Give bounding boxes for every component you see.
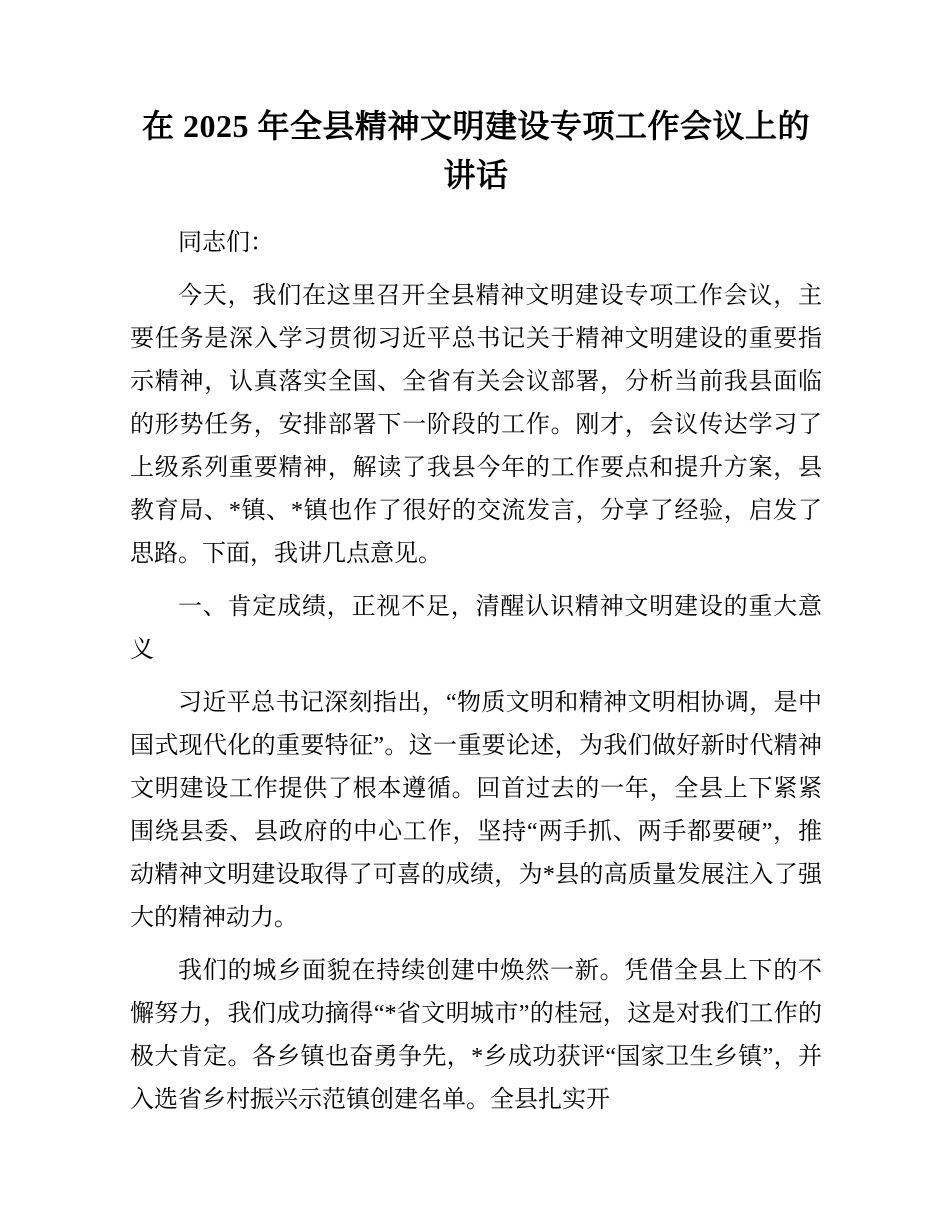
paragraph-intro: 今天，我们在这里召开全县精神文明建设专项工作会议，主要任务是深入学习贯彻习近平总书记关于精神文明建设的重要指示精神，认真落实全国、全省有关会议部署，分析当前我县面临的形势任务，安排部署下一阶段的工作。刚才，会议传达学习了上级系列重要精神，解读了我县今年的工作要点和提升方案，县教育局、*镇、*镇也作了很好的交流发言，分享了经验，启发了思路。下面，我讲几点意见。 <box>130 283 822 567</box>
document-title: 在 2025 年全县精神文明建设专项工作会议上的讲话 <box>141 108 810 193</box>
section-heading-1: 一、肯定成绩，正视不足，清醒认识精神文明建设的重大意义 <box>130 594 822 663</box>
salutation: 同志们： <box>178 230 274 256</box>
paragraph-body-1: 习近平总书记深刻指出，“物质文明和精神文明相协调，是中国式现代化的重要特征”。这一重要论述，为我们做好新时代精神文明建设工作提供了根本遵循。回首过去的一年，全县上下紧紧围绕县委、县政府的中心工作，坚持“两手抓、两手都要硬”，推动精神文明建设取得了可喜的成绩，为*县的高质量发展注入了强大的精神动力。 <box>130 690 822 931</box>
paragraph-body-2: 我们的城乡面貌在持续创建中焕然一新。凭借全县上下的不懈努力，我们成功摘得“*省文明城市”的桂冠，这是对我们工作的极大肯定。各乡镇也奋勇争先，*乡成功获评“国家卫生乡镇”，并入选省乡村振兴示范镇创建名单。全县扎实开 <box>130 958 822 1113</box>
